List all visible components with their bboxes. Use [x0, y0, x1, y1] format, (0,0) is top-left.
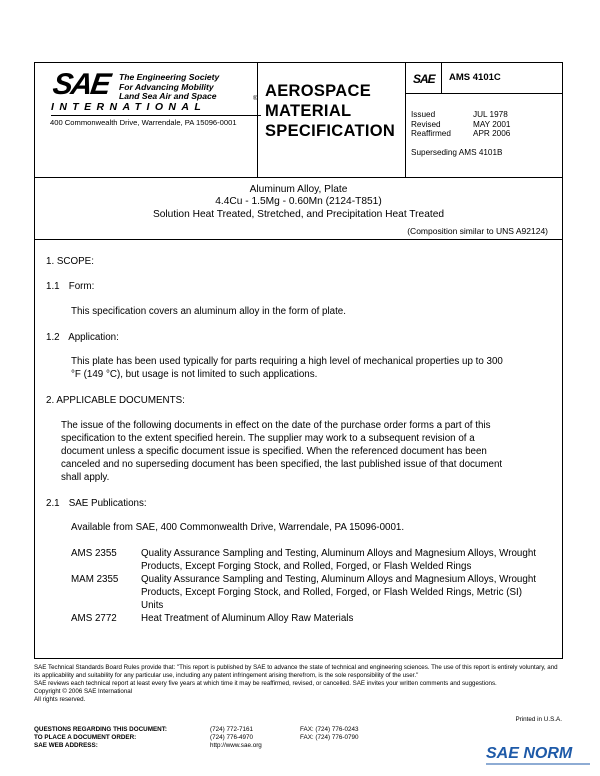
contact-row: SAE WEB ADDRESS: http://www.sae.org — [34, 742, 358, 750]
divider — [405, 93, 562, 94]
paragraph: The issue of the following documents in effect on the date of the purchase order forms a part of this specification to the extent specified herein. The supplier may work to a subsequent revision of a document unless a specific document issue is specified. When the referenced document has been canceled and no superseding document has been specified, the last published issue of that document shall apply. — [61, 420, 503, 483]
sae-logo: SAE — [50, 68, 112, 101]
watermark-text: SAE NORM — [486, 745, 573, 762]
reference-item: AMS 2772 Heat Treatment of Aluminum Alloy Raw Materials — [71, 613, 354, 624]
footer-notes — [34, 664, 563, 704]
reference-item: MAM 2355 Quality Assurance Sampling and Testing, Aluminum Alloys and Magnesium Alloys, Wrought Products, Except Forging Stock, and Rolled, Forged, or Flash Welded Rings, Metric (SI) Units — [71, 574, 536, 611]
divider — [51, 115, 261, 116]
sae-mini-logo: SAE — [413, 72, 435, 86]
section-heading: 2.1 SAE Publications: — [46, 498, 147, 509]
document-number: AMS 4101C — [449, 72, 501, 83]
sae-address: 400 Commonwealth Drive, Warrendale, PA 15096-0001 — [50, 118, 237, 127]
paragraph: This plate has been used typically for parts requiring a high level of mechanical properties up to 300 °F (149 °C), but usage is not limited to such applications. — [71, 356, 503, 380]
reference-item: AMS 2355 Quality Assurance Sampling and Testing, Aluminum Alloys and Magnesium Alloys, Wrought Products, Except Forging Stock, and Rolled, Forged, or Flash Welded Rings — [71, 548, 536, 572]
copyright: Copyright © 2006 SAE International — [34, 688, 133, 695]
document-type-title: AEROSPACE MATERIAL SPECIFICATION — [265, 82, 396, 140]
review-note: SAE reviews each technical report at least every five years at which time it may be reaffirmed, revised, or cancelled. SAE invites your written comments and suggestions. — [34, 680, 497, 687]
contact-table — [34, 726, 358, 750]
divider — [405, 63, 406, 177]
society-tagline: The Engineering Society For Advancing Mobility Land Sea Air and Space — [119, 72, 220, 101]
composition-note: (Composition similar to UNS A92124) — [407, 226, 548, 236]
section-heading: 1.1 Form: — [46, 281, 95, 292]
contact-row: TO PLACE A DOCUMENT ORDER: (724) 776-4970 FAX: (724) 776-0790 — [34, 734, 359, 741]
header-block — [35, 63, 562, 178]
web-address-link[interactable]: http://www.sae.org — [210, 742, 262, 749]
section-heading: 2. APPLICABLE DOCUMENTS: — [46, 395, 185, 406]
divider — [35, 239, 562, 240]
section-heading: 1.2 Application: — [46, 332, 119, 343]
document-frame — [34, 62, 563, 659]
international-label: INTERNATIONAL — [51, 101, 207, 113]
paragraph: Available from SAE, 400 Commonwealth Drive, Warrendale, PA 15096-0001. — [71, 522, 405, 533]
paragraph: This specification covers an aluminum alloy in the form of plate. — [71, 306, 346, 317]
contact-row: QUESTIONS REGARDING THIS DOCUMENT: (724) 772-7161 FAX: (724) 776-0243 — [34, 726, 359, 733]
divider — [257, 63, 258, 177]
printed-note: Printed in U.S.A. — [515, 716, 562, 723]
sae-norm-watermark — [484, 740, 594, 770]
superseding-note: Superseding AMS 4101B — [411, 148, 503, 157]
policy-note: SAE Technical Standards Board Rules provide that: "This report is published by SAE to advance the state of technical and engineering sciences. The use of this report is entirely voluntary, and its applicability and suitability for any particular use, including any patent infringement arising therefrom, is the sole responsibility of the user." — [34, 664, 558, 679]
date-block: Issued JUL 1978 Revised MAY 2001 Reaffirmed APR 2006 — [411, 110, 511, 138]
registered-mark: ® — [253, 96, 258, 102]
section-heading: 1. SCOPE: — [46, 256, 94, 267]
rights-note: All rights reserved. — [34, 696, 86, 703]
material-title: Aluminum Alloy, Plate 4.4Cu - 1.5Mg - 0.60Mn (2124-T851) Solution Heat Treated, Stretched, and Precipitation Heat Treated — [152, 184, 445, 220]
divider — [441, 63, 442, 93]
